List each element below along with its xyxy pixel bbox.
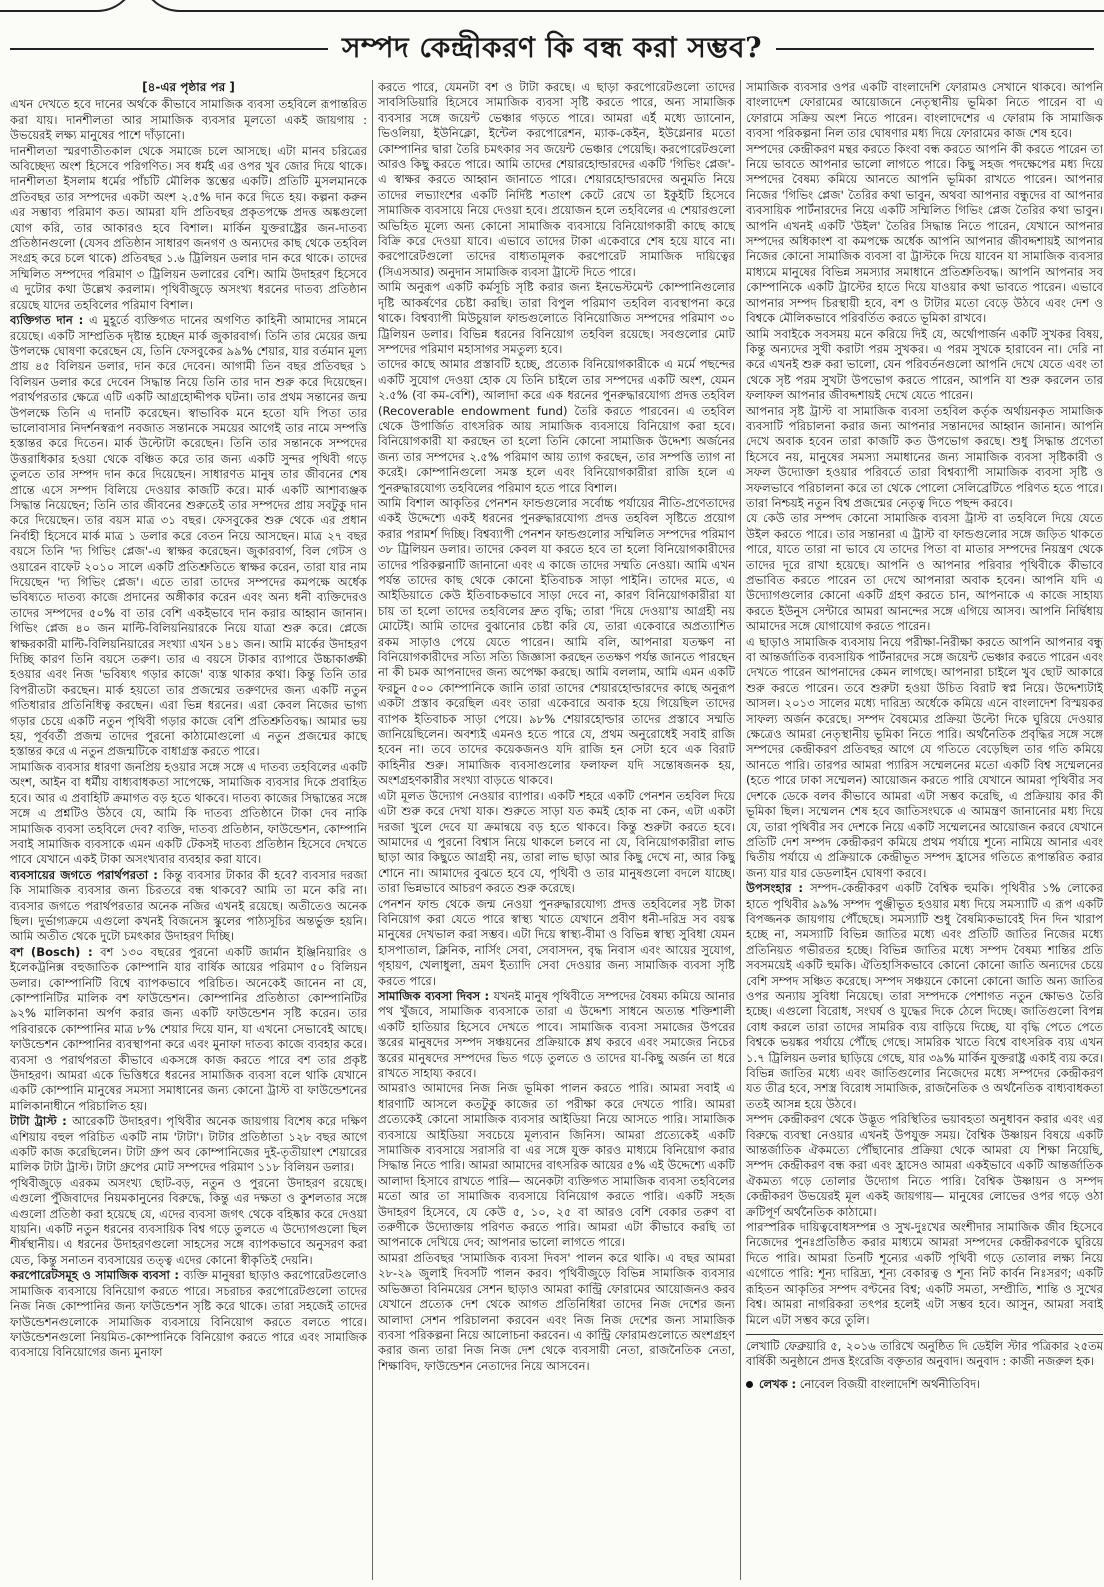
top-border-arc-right xyxy=(140,0,1104,12)
section-subhead: ব্যক্তিগত দান : xyxy=(10,313,90,328)
section-subhead: সামাজিক ব্যবসা দিবস : xyxy=(378,988,494,1003)
section-subhead: ব্যবসায়ের জগতে পরার্থপরতা : xyxy=(10,867,164,882)
article-paragraph: তাদের কাছে আমার প্রস্তাবটি হচ্ছে, প্রত্যেক বিনিয়োগকারীকে এ মর্মে পছন্দের একটি সুযোগ দেওয়া হোক যে তিনি চাইলে তার সম্পদের একটি অংশ, যেমন ২.৫% (বা কম-বেশি), আলাদা করে এক ধরনের পুনরুদ্ধারযোগ্য প্রদত্ত তহবিল (Recoverable endowment fund) তৈরি করতে পারবেন। এ তহবিল থেকে উপার্জিত বাৎসরিক আয় সামাজিক ব্যবসায়ে বিনিয়োগ করা হবে। বিনিয়োগকারী যা করছেন তা হলো তিনি কোনো সামাজিক উদ্দেশ্য অর্জনের জন্য তার সম্পদের ২.৫% পরিমাণ আয় ত্যাগ করছেন, তার সম্পত্তি ত্যাগ না করেই। কোম্পানিগুলো সমস্ত হলে এবং বিনিয়োগকারীরা রাজি হলে এ পুনরুদ্ধারযোগ্য তহবিলের পরিমাণ হতে পারে বিশাল। xyxy=(378,357,735,495)
column-divider xyxy=(372,80,373,1580)
top-page-border xyxy=(0,0,1104,14)
translation-footnote: লেখাটি ফেব্রুয়ারি ৫, ২০১৬ তারিখে অনুষ্ঠিত দি ডেইলি স্টার পত্রিকার ২৫তম বার্ষিকী অনুষ্ঠানে প্রদত্ত ইংরেজি বক্তৃতার অনুবাদ। অনুবাদ : কাজী নজরুল হক। xyxy=(746,1334,1103,1369)
section-subhead: উপসংহার : xyxy=(746,881,811,896)
section-subhead: বশ (Bosch) : xyxy=(10,944,101,959)
author-description: নোবেল বিজয়ী বাংলাদেশি অর্থনীতিবিদ। xyxy=(799,1376,981,1391)
article-paragraph: আমরাও আমাদের নিজ নিজ ভূমিকা পালন করতে পারি। আমরা সবাই এ ধারণাটি আসলে কতটুকু কাজের তা পরীক্ষা করে দেখতে পারি। আমরা প্রত্যেকেই কোনো সামাজিক ব্যবসার আইডিয়া নিয়ে আসতে পারি। সামাজিক ব্যবসায়ে আইডিয়া সবচেয়ে মূল্যবান জিনিস। আমরা প্রত্যেকেই একটি সামাজিক ব্যবসায়ে সরাসরি বা এর সঙ্গে যুক্ত কারও মাধ্যমে বিনিয়োগ করার সিদ্ধান্ত নিতে পারি। আমরা আমাদের বাৎসরিক আয়ের ৫% এই উদ্দেশ্যে একটি আলাদা হিসাবে রাখতে পারি— অনেকটা ব্যক্তিগত সামাজিক ব্যবসা তহবিলের মতো আর তা সামাজিক ব্যবসায়ে বিনিয়োগ করতে পারি। একটি সহজ উদাহরণ হিসেবে, যে কেউ ৫, ১০, ২৫ বা আরও বেশি বেকার তরুণ বা তরুণীকে উদ্যোক্তায় পরিণত করতে পারি। আমরা এটা কীভাবে করছি তা আপনাকে দেখিয়ে দেব; আপনার ভালো লাগতে পারে। xyxy=(378,1081,735,1250)
article-paragraph: আমি সবাইকে সবসময় মনে করিয়ে দিই যে, অর্থোপার্জন একটি সুখকর বিষয়, কিন্তু অন্যদের সুখী করাটা পরম সুখকর। এ পরম সুখকে হারাবেন না। দেরি না করে এখনই শুরু করা ভালো, যেন পরিবর্তনগুলো আপনি দেখে যেতে এবং তা থেকে সৃষ্ট পরম সুখটা উপভোগ করতে পারেন, আপনি যা শুরু করলেন তার ফলাফল আপনার জীবদ্দশায়ই দেখে যেতে পারেন। xyxy=(746,326,1103,403)
author-label: লেখক : xyxy=(759,1376,797,1391)
article-paragraph: সম্পদের কেন্দ্রীকরণ মন্থর করতে কিংবা বন্ধ করতে আপনি কী করতে পারেন তা নিয়ে ভাবতে আপনার ভালো লাগতে পারে। কিছু সহজ পদক্ষেপের মধ্য দিয়ে সম্পদের বৈষম্য কমিয়ে আনতে আপনি ভূমিকা রাখতে পারেন। আপনার নিজের 'গিভিং প্লেজ' তৈরির কথা ভাবুন, অথবা আপনার বন্ধুদের বা আপনার ব্যবসায়িক পার্টনারদের নিয়ে একটি সম্মিলিত গিভিং প্লেজ তৈরির কথা ভাবুন। আপনি এখনই একটি 'উইল' তৈরির সিদ্ধান্ত নিতে পারেন, যেখানে আপনার সম্পদের অধিকাংশ বা কমপক্ষে অর্ধেক আপনি আপনার জীবদ্দশায়ই আপনার নিজের কোনো সামাজিক ব্যবসা বা ট্রাস্টকে দিয়ে যাবেন যা সামাজিক ব্যবসার মাধ্যমে মানুষের বিভিন্ন সমস্যার সমাধানে প্রতিশ্রুতিবদ্ধ। আপনি আপনার সব কোম্পানিকে একটি ট্রাস্টের হাতে দিয়ে যাওয়ার কথা ভাবতে পারেন। এভাবে আপনার সম্পদ চিরস্থায়ী হবে, বশ ও টাটার মতো বেড়ে উঠবে এবং দেশ ও বিশ্বকে মৌলিকভাবে পরিবর্তিত করতে ভূমিকা রাখবে। xyxy=(746,141,1103,326)
article-paragraph: আমরা প্রতিবছর 'সামাজিক ব্যবসা দিবস' পালন করে থাকি। এ বছর আমরা ২৮-২৯ জুলাই দিবসটি পালন করব। পৃথিবীজুড়ে বিভিন্ন সামাজিক ব্যবসার অভিজ্ঞতা বিনিময়ের সেশন ছাড়াও আমরা কান্ট্রি ফোরামের আয়োজনও করব যেখানে প্রত্যেক দেশ থেকে আগত প্রতিনিধিরা তাদের নিজ দেশের জন্য আলাদা সেশন পরিচালনা করবেন এবং নিজ নিজ দেশের জন্য সামাজিক ব্যবসা পরিকল্পনা নিয়ে আলোচনা করবেন। এ কান্ট্রি ফোরামগুলোতে অংশগ্রহণ করার জন্য তারা নিজ নিজ দেশ থেকে ব্যবসায়ী নেতা, রাজনৈতিক নেতা, শিক্ষাবিদ, ফাউন্ডেশন নেতাদের নিয়ে আসবেন। xyxy=(378,1250,735,1373)
article-paragraph: পৃথিবীজুড়ে এরকম অসংখ্য ছোট-বড়, নতুন ও পুরনো উদাহরণ রয়েছে। এগুলো পুঁজিবাদের নিয়মকানুনের বিরুদ্ধে, কিন্তু এর দক্ষতা ও কুশলতার সঙ্গে এগুলো প্রতিষ্ঠা করা হয়েছে যে, এদের ব্যবসা জগৎ থেকে বহিষ্কার করে দেওয়া যায়নি। একটি নতুন ধরনের ব্যবসায়িক বিশ্ব গড়ে তুলতে এ উদ্যোগগুলো ছিল শীর্ষস্থানীয়। এ ধরনের উদাহরণগুলো সাহসের সঙ্গে ব্যাপকভাবে অনুসরণ করা যেত, কিন্তু সনাতন ব্যবসায়ের তত্ত্ব এদের কোনো স্বীকৃতিই দেয়নি। xyxy=(10,1175,367,1267)
article-paragraph: আমি বিশাল আকৃতির পেনশন ফান্ডগুলোর সর্বোচ্চ পর্যায়ের নীতি-প্রণেতাদের একই উদ্দেশ্যে একই ধরনের পুনরুদ্ধারযোগ্য প্রদত্ত তহবিল সৃষ্টিতে প্রয়োগ করার পরামর্শ দিচ্ছি। বিশ্বব্যাপী পেনশন ফান্ডগুলোর সম্মিলিত সম্পদের পরিমাণ ৩৮ ট্রিলিয়ন ডলার। তাদের কেবল যা করতে হবে তা হলো বিনিয়োগকারীদের তাদের পরিকল্পনাটি জানানো এবং এ কাজে তাদের সম্মতি নেওয়া। আমি এখন পর্যন্ত তাদের কাছ থেকে কোনো ইতিবাচক সাড়া পাইনি। তাদের মতে, এ আইডিয়াতে কেউ ইতিবাচকভাবে সাড়া দেবে না, কারণ বিনিয়োগকারীরা যা চায় তা হলো তাদের তহবিলের দ্রুত বৃদ্ধি; তারা 'দিয়ে দেওয়া'য় আগ্রহী নয় মোটেই। আমি তাদের বুঝানোর চেষ্টা করি যে, তারা একেবারে অপ্রত্যাশিত রকম সাড়াও পেয়ে যেতে পারেন। আমি বলি, আপনারা যতক্ষণ না বিনিয়োগকারীদের সত্যি সত্যি জিজ্ঞাসা করছেন ততক্ষণ পর্যন্ত জানতে পারছেন না কী চমক আপনাদের জন্য অপেক্ষা করছে। আমি বললাম, আমি এমন একটি ফরচুন ৫০০ কোম্পানিকে জানি তারা তাদের শেয়ারহোল্ডারদের কাছে অনুরূপ একটা প্রস্তাব করেছিল এবং তারা একেবারে অবাক হয়ে গিয়েছিল তাদের ব্যাপক ইতিবাচক সাড়া পেয়ে। ৯৮% শেয়ারহোল্ডার তাদের প্রস্তাবে সম্মতি জানিয়েছিলেন। অবশ্যই এমনও হতে পারে যে, প্রথম অনুরোধেই সবাই রাজি হবেন না। তবে তাদের কয়েকজনও যদি রাজি হন সেটা হবে এক বিরাট কাহিনীর শুরু। সামাজিক ব্যবসাগুলোর ফলাফল যদি সন্তোষজনক হয়, অংশগ্রহণকারীর সংখ্যা বাড়তে থাকবে। xyxy=(378,495,735,788)
section-subhead: টাটা ট্রাস্ট : xyxy=(10,1114,73,1129)
article-paragraph: সামাজিক ব্যবসার ধারণা জনপ্রিয় হওয়ার সঙ্গে সঙ্গে এ দাতব্য তহবিলের একটি অংশ, আইন বা ধর্মীয় বাধ্যবাধকতা সাপেক্ষে, সামাজিক ব্যবসার দিকে প্রবাহিত হবে। আর এ প্রবাহিটি ক্রমাগত বড় হতে থাকবে। দাতব্য কাজের সিদ্ধান্তের সঙ্গে সঙ্গে এ প্রশ্নটিও উঠবে যে, আমি কি দাতব্য প্রতিষ্ঠানে টাকা দেব নাকি সামাজিক ব্যবসা তহবিলে দেব? ব্যক্তি, দাতব্য প্রতিষ্ঠান, ফাউন্ডেশন, কোম্পানি সবাই সামাজিক ব্যবসাকে এমন একটি টেকসই দাতব্য প্রতিষ্ঠান হিসেবে দেখতে পাবে যেখানে একই টাকা অসংখ্যবার ব্যবহার করা যাবে। xyxy=(10,759,367,867)
article-column-2 xyxy=(378,80,735,1580)
article-headline: সম্পদ কেন্দ্রীকরণ কি বন্ধ করা সম্ভব? xyxy=(342,30,763,64)
continuation-note: [৪-এর পৃষ্ঠার পর ] xyxy=(142,80,235,94)
article-paragraph: করপোরেটসমূহ ও সামাজিক ব্যবসা : ব্যক্তি মানুষরা ছাড়াও করপোরেটগুলোও সামাজিক ব্যবসায়ে বিনিয়োগ করতে পারে। সচরাচর করপোরেটগুলো তাদের নিজ নিজ কোম্পানির জন্য ফাউন্ডেশন সৃষ্টি করে থাকে। তারা সহজেই তাদের ফাউন্ডেশনগুলোকে সামাজিক ব্যবসায়ে বিনিয়োগ করতে বলতে পারে। ফাউন্ডেশনগুলো নিয়মিত-কোম্পানিকে বিনিয়োগ করতে পারে এবং সামাজিক ব্যবসায়ে বিনিয়োগের জন্য মুনাফা xyxy=(10,1268,367,1360)
article-paragraph: ব্যবসায়ের জগতে পরার্থপরতা : কিন্তু ব্যবসার টাকার কী হবে? ব্যবসার দরজা কি সামাজিক ব্যবসার জন্য চিরতরে বন্ধ থাকবে? আমি তা মনে করি না। ব্যবসার জগতে পরার্থপরতার অনেক নজির এখনই রয়েছে। অতীতেও অনেক ছিল। দুর্ভাগ্যক্রমে এগুলো কখনই বিজনেস স্কুলের পাঠ্যসূচির অন্তর্ভুক্ত হয়নি। আমি অতীত থেকে দুটো চমৎকার উদাহরণ দিচ্ছি। xyxy=(10,867,367,944)
article-paragraph: এ ছাড়াও সামাজিক ব্যবসায় নিয়ে পরীক্ষা-নিরীক্ষা করতে আপনি আপনার বন্ধু বা আন্তর্জাতিক ব্যবসায়িক পার্টনারদের সঙ্গে জয়েন্ট ভেঞ্চার করতে পারেন এবং দেখতে পারেন আপনাদের কেমন লাগছে। আপনারা চাইলে খুব ছোট আকারে শুরু করতে পারেন। তবে শুরুটা হওয়া উচিত বিরাট স্বপ্ন নিয়ে। উদ্দেশ্যটাই আসল। ২০১৩ সালের মধ্যে দারিদ্র্য অর্ধেকে কমিয়ে এনে বাংলাদেশ বিস্ময়কর সাফল্য অর্জন করেছে। সম্পদ বৈষম্যের প্রক্রিয়া উল্টো দিকে ঘুরিয়ে দেওয়ার ক্ষেত্রেও আমরা নেতৃস্থানীয় ভূমিকা নিতে পারি। অর্থনৈতিক প্রবৃদ্ধির সঙ্গে সঙ্গে সম্পদের কেন্দ্রীকরণ প্রতিবছর আগে যে গতিতে বেড়েছিল তার গতি কমিয়ে আনতে পারি। তারপর আমরা প্যারিস সম্মেলনের মতো একটি বিশ্ব সম্মেলনের (হতে পারে ঢাকা সম্মেলন) আয়োজন করতে পারি যেখানে আমরা পৃথিবীর সব দেশকে ডেকে বলব কীভাবে আমরা এটা সম্ভব করেছি, এ প্রক্রিয়ায় কার কী ভূমিকা ছিল। সম্মেলন শেষ হবে জাতিসংঘকে এ আমন্ত্রণ জানানোর মধ্য দিয়ে যে, তারা পৃথিবীর সব দেশকে নিয়ে একটি সম্মেলনের আয়োজন করবে যেখানে প্রতিটি দেশ সম্পদ কেন্দ্রীকরণ কমিয়ে প্রথম পর্যায়ে শূন্যে নামিয়ে আনার এবং দ্বিতীয় পর্যায়ে এ প্রক্রিয়াকে কেন্দ্রীভূত সম্পদ হ্রাসের গতিতে রূপান্তরিত করার জন্য যার যার ডেডলাইন ঘোষণা করবে। xyxy=(746,634,1103,880)
headline-row xyxy=(10,24,1094,74)
article-paragraph: ব্যক্তিগত দান : এ মুহূর্তে ব্যক্তিগত দানের অগণিত কাহিনী আমাদের সামনে রয়েছে। একটি সাম্প্রতিক দৃষ্টান্ত হচ্ছেন মার্ক জুকারবার্গ। তিনি তার মেয়ের জন্ম উপলক্ষে ঘোষণা করেছেন যে, তিনি ফেসবুকের ৯৯% শেয়ার, যার বর্তমান মূল্য প্রায় ৪৫ বিলিয়ন ডলার, দান করে দেবেন। আগামী তিন বছর প্রতিবছর ১ বিলিয়ন ডলার করে দেবেন সিদ্ধান্ত নিয়ে তিনি তার দান শুরু করে দিয়েছেন। পরার্থপরতার ক্ষেত্রে এটি একটি আগ্রহোদ্দীপক ঘটনা। তার প্রথম সন্তানের জন্ম উপলক্ষে তিনি এ দানটি করেছেন। স্বাভাবিক মনে হতো যদি পিতা তার ভালোবাসার নিদর্শনস্বরূপ নবজাত সন্তানকে সময়ের আগেই তার নামে সম্পত্তি হস্তান্তর করে দিতেন। মার্ক উল্টোটা করেছেন। তিনি তার সন্তানকে সম্পদের উত্তরাধিকার হওয়া থেকে বঞ্চিত করে তার জন্য একটি সুন্দর পৃথিবী গড়ে তুলতে তার সম্পদ দান করে দিয়েছেন। সাধারণত মানুষ তার জীবনের শেষ প্রান্তে এসে সম্পদ বিলিয়ে দেওয়ার কাজটি করে। মার্ক একটি আশাব্যঞ্জক সিদ্ধান্ত নিয়েছেন; তিনি তার জীবনের শুরুতেই তার সম্পদের প্রায় সবটুকু দান করে দিয়েছেন। তার বয়স মাত্র ৩১ বছর। ফেসবুকের শুরু থেকে এর প্রধান নির্বাহী হিসেবে মার্ক মাত্র ১ ডলার করে বেতন নিয়ে আসছেন। মাত্র ২৭ বছর বয়সে তিনি 'দ্য গিভিং প্লেজ'-এ স্বাক্ষর করেছেন। জুকারবার্গ, বিল গেটস ও ওয়ারেন বাফেট ২০১০ সালে একটি প্রতিশ্রুতিতে স্বাক্ষর করেন, তারা যার নাম দিয়েছেন 'দ্য গিভিং প্লেজ'। এতে তারা তাদের সম্পদের কমপক্ষে অর্ধেক ভবিষ্যতে দাতব্য কাজে প্রদানের অঙ্গীকার করেন এবং অন্য ধনী ব্যক্তিদেরও তাদের সম্পদের ৫০% বা তার বেশি একইভাবে দান করার আহ্বান জানান। গিভিং প্লেজ ৪০ জন মাল্টি-বিলিয়নিয়ারকে নিয়ে যাত্রা শুরু করে। প্লেজে স্বাক্ষরকারী মাল্টি-বিলিয়নিয়ারের সংখ্যা এখন ১৪১ জন। আমি মার্কের উদাহরণ দিচ্ছি কারণ তিনি বয়সে তরুণ। তার এ বয়সে টাকার ব্যাপারে উচ্চাকাঙ্ক্ষী হওয়ার এবং নিজ 'ভবিষ্যৎ গড়ার কাজে' ব্যস্ত থাকার কথা। কিন্তু তিনি তার বিপরীতটা করছেন। মার্ক হয়তো তার প্রজন্মের তরুণদের জন্য একটি নতুন গতিধারার প্রতিনিধিত্ব করছেন। এরা ভিন্ন ধরনের। এরা কেবল নিজের ভাগ্য গড়ার চেয়ে একটি নতুন পৃথিবী গড়ার কাজে বেশি প্রতিশ্রুতিবদ্ধ। আমার ভয় হয়, পূর্ববর্তী প্রজন্ম তাদের পুরনো কাঠামোগুলো এ নতুন প্রজন্মের কাছে হস্তান্তর করে এ নতুন প্রজন্মটিকে বাধাগ্রস্ত করতে পারে। xyxy=(10,313,367,759)
top-border-arc-left xyxy=(0,0,137,12)
article-paragraph: করতে পারে, যেমনটা বশ ও টাটা করছে। এ ছাড়া করপোরেটগুলো তাদের সাবসিডিয়ারি হিসেবে সামাজিক ব্যবসা সৃষ্টি করতে পারে, অন্য সামাজিক ব্যবসার সঙ্গে জয়েন্ট ভেঞ্চার গড়তে পারে। আমরা এর্ই মধ্যে ড্যানোন, ভিওলিয়া, ইউনিক্লো, ইন্টেল করপোরেশন, ম্যাক-কেইন, ইউগ্লেনার মতো কোম্পানির দ্বারা তৈরি চমৎকার সব জয়েন্ট ভেঞ্চার পেয়েছি। করপোরেটগুলো আরও কিছু করতে পারে। আমি তাদের শেয়ারহোল্ডারদের একটি 'গিভিং প্লেজ'-এ স্বাক্ষর করতে আহ্বান জানাতে পারে। শেয়ারহোল্ডারদের অনুমতি নিয়ে তাদের লভ্যাংশের একটি নির্দিষ্ট শতাংশ কেটে রেখে তা ইকুইটি হিসেবে সামাজিক ব্যবসায়ে নিয়ে দেওয়া হবে। প্রয়োজন হলে তহবিলের এ শেয়ারগুলো অভিহিত মূল্যে অন্য কোনো সামাজিক ব্যবসায়ে বিনিয়োগকারী কাছে কাছে বিক্রি করে দেওয়া যাবে। এভাবে তাদের টাকা একেবারে শেষ হয়ে যাবে না। করপোরেটগুলো তাদের বাধ্যতামূলক করপোরেট সামাজিক দায়িত্বের (সিএসআর) অনুদান সামাজিক ব্যবসা ট্রাস্টে দিতে পারে। xyxy=(378,80,735,279)
author-credit xyxy=(746,1377,1103,1392)
article-paragraph: দানশীলতা স্মরণাতীতকাল থেকে সমাজে চলে আসছে। এটা মানব চরিত্রের অবিচ্ছেদ্য অংশ হিসেবে পরিগণিত। সব ধর্মই এর ওপর খুব জোর দিয়ে থাকে। দানশীলতা ইসলাম ধর্মের পাঁচটি মৌলিক স্তম্ভের একটি। প্রতিটি মুসলমানকে প্রতিবছর তার সম্পদের একটা অংশ ২.৫% দান করে দিতে হয়। কল্পনা করুন এর সম্ভাব্য পরিমাণ কত। আমরা যদি প্রতিবছর প্রকৃতপক্ষে প্রদত্ত অঙ্কগুলো যোগ করি, তার আকারও হবে বিশাল। মার্কিন যুক্তরাষ্ট্রের জন-দাতব্য প্রতিষ্ঠানগুলো (যেসব প্রতিষ্ঠান সাধারণ জনগণ ও অন্যদের কাছ থেকে তহবিল সংগ্রহ করে চলে থাকে) প্রতিবছর ১.৬ ট্রিলিয়ন ডলার দান করে থাকে। তাদের সম্মিলিত সম্পদের পরিমাণ ৩ ট্রিলিয়ন ডলারের বেশি। আমি উদাহরণ হিসেবে এ দুটোর কথা উল্লেখ করলাম। পৃথিবীজুড়ে অসংখ্য ধরনের দাতব্য প্রতিষ্ঠান রয়েছে যাদের তহবিলের পরিমাণ বিশাল। xyxy=(10,143,367,312)
article-paragraph: এটা মূলত উদ্যোগ নেওয়ার ব্যাপার। একটি শহরে একটি পেনশন তহবিল দিয়ে এটা শুরু করে দেখা যাক। শুরুতে সাড়া যত কমই হোক না কেন, এটা একটা দরজা খুলে দেবে যা ক্রমান্বয়ে বড় হতে থাকবে। কিন্তু শুরুটা করতে হবে। আমাদের এ পুরনো বিশ্বাস নিয়ে থাকলে চলবে না যে, বিনিয়োগকারীরা লাভ ছাড়া আর কিছুতে আগ্রহী নয়, তারা লাভ ছাড়া আর কিছু দেখে না, আর কিছু শোনে না। আমাদের বুঝতে হবে যে, পৃথিবী ও তার মানুষগুলো বদলে যাচ্ছে। তারা ভিন্নভাবে আচরণ করতে শুরু করেছে। xyxy=(378,788,735,896)
section-subhead: করপোরেটসমূহ ও সামাজিক ব্যবসা : xyxy=(10,1268,184,1283)
article-paragraph: সম্পদ কেন্দ্রীকরণ থেকে উদ্ভূত পরিস্থিতির ভয়াবহতা অনুধাবন করার এবং এর বিরুদ্ধে ব্যবস্থা নেওয়ার এখনই উপযুক্ত সময়। বৈশ্বিক উষ্ণায়ন বিষয়ে একটি আন্তর্জাতিক ঐকমত্যে পৌঁছানোর প্রক্রিয়া থেকে আমরা যে শিক্ষা নিয়েছি, সম্পদ কেন্দ্রীকরণ বন্ধ করা এবং হ্রাসেও আমরা একইভাবে একটি আন্তর্জাতিক ঐকমত্য গড়ে তোলার উদ্যোগ নিতে পারি। বৈশ্বিক উষ্ণায়ন ও সম্পদ কেন্দ্রীকরণ উভয়েরই মূল একই জায়গায়— মানুষের লোভের ওপর গড়ে ওঠা ক্রটিপূর্ণ অর্থনৈতিক কাঠামো। xyxy=(746,1112,1103,1219)
headline-rule-left xyxy=(10,48,328,50)
column-divider xyxy=(740,80,741,1580)
bullet-icon xyxy=(746,1381,753,1388)
article-paragraph: পারস্পরিক দায়িত্ববোধসম্পন্ন ও সুখ-দুঃখের অংশীদার সামাজিক জীব হিসেবে নিজেদের পুনঃপ্রতিষ্ঠিত করার মাধ্যমে আমরা সম্পদের কেন্দ্রীকরণকে ঘুরিয়ে দিতে পারি। আমরা তিনটি শূন্যের একটি পৃথিবী গড়ে তোলার লক্ষ্য নিয়ে এগোতে পারি: শূন্য দারিদ্র্য, শূন্য বেকারত্ব ও শূন্য নিট কার্বন নিঃসরণ; একটি রূহিতন আকৃতির সম্পদ বণ্টনের বিশ্ব; একটি সমতা, সম্প্রীতি, শান্তি ও সুখের বিশ্ব। আমরা নাগরিকরা তৎপর হলেই এটা সম্ভব হবে। আসুন, আমরা সবাই মিলে এটা সম্ভব করে তুলি। xyxy=(746,1220,1103,1327)
article-paragraph: সামাজিক ব্যবসার ওপর একটি বাংলাদেশি ফোরামও সেখানে থাকবে। আপনি বাংলাদেশ ফোরামের আয়োজনে নেতৃস্থানীয় ভূমিকা নিতে পারেন বা এ ফোরামে সক্রিয় অংশ নিতে পারেন। বাংলাদেশের এ ফোরাম কি সামাজিক ব্যবসা পরিকল্পনা নিল তার ঘোষণার মধ্য দিয়ে ফোরামের কাজ শেষ হবে। xyxy=(746,80,1103,141)
headline-rule-right xyxy=(776,48,1094,50)
article-columns xyxy=(10,80,1103,1580)
article-paragraph: যে কেউ তার সম্পদ কোনো সামাজিক ব্যবসা ট্রাস্ট বা তহবিলে দিয়ে যেতে উইল করতে পারে। তার সন্তানরা এ ট্রাস্ট বা ফান্ডগুলোর সঙ্গে জড়িত থাকতে পারে, যাতে তারা না ভাবে যে তাদের পিতা বা মাতার সম্পদের নিয়ন্ত্রণ থেকে তাদের দূরে রাখা হয়েছে। আপনি ও আপনার পরিবার পৃথিবীকে কীভাবে প্রভাবিত করতে পারেন তা দেখে আপনারা অবাক হবেন। আপনি যদি এ উদ্যোগগুলোর কোনো একটি গ্রহণ করতে চান, আপনাকে এ কাজে সাহায্য করতে ইউনুস সেন্টারে আমরা আনন্দের সঙ্গে এগিয়ে আসব। আপনি নির্দ্বিধায় আমাদের সঙ্গে যোগাযোগ করতে পারেন। xyxy=(746,511,1103,634)
article-paragraph: আমি অনুরূপ একটি কর্মসূচি সৃষ্টি করার জন্য ইনভেস্টমেন্ট কোম্পানিগুলোর দৃষ্টি আকর্ষণের চেষ্টা করছি। তারা বিপুল পরিমাণ তহবিল ব্যবস্থাপনা করে থাকে। বিশ্বব্যাপী মিউচুয়াল ফান্ডগুলোতে বিনিয়োজিত সম্পদের পরিমাণ ৩০ ট্রিলিয়ন ডলার। বিভিন্ন ধরনের বিনিয়োগ তহবিল রয়েছে। সবগুলোর মোট সম্পদের পরিমাণ মহাসাগর সমতুল্য হবে। xyxy=(378,280,735,356)
article-paragraph: বশ (Bosch) : বশ ১৩০ বছরের পুরনো একটি জার্মান ইঞ্জিনিয়ারিং ও ইলেকট্রনিক্স বহুজাতিক কোম্পানি যার বার্ষিক আয়ের পরিমাণ ৫০ বিলিয়ন ডলার। কোম্পানিটি বিশ্বে ব্যাপকভাবে পরিচিত। অনেকেই জানেন না যে, কোম্পানিটির মালিক বশ ফাউন্ডেশন। কোম্পানির প্রতিষ্ঠাতা কোম্পানিটির ৯২% মালিকানা অর্পণ করার জন্য একটি ফাউন্ডেশন সৃষ্টি করেন। তার পরিবারকে কোম্পানির মাত্র ৮% শেয়ার দিয়ে যান, যা এখনো সেভাবেই আছে। ফাউন্ডেশন কোম্পানির ব্যবস্থাপনা করে এবং মুনাফা দাতব্য কাজে ব্যবহার করে। ব্যবসা ও পরার্থপরতা কীভাবে একসঙ্গে কাজ করতে পারে বশ তার প্রকৃষ্ট উদাহরণ। আমরা একে ভিত্তিধরে ধরনের সামাজিক ব্যবসা বলে থাকি যেখানে একটি কোম্পানি মানুষের সমস্যা সমাধানের জন্য কোনো ট্রাস্ট বা ফাউন্ডেশনের মালিকানাধীনে পরিচালিত হয়। xyxy=(10,944,367,1113)
article-column-1 xyxy=(10,80,367,1580)
article-column-3 xyxy=(746,80,1103,1580)
article-paragraph: সামাজিক ব্যবসা দিবস : যখনই মানুষ পৃথিবীতে সম্পদের বৈষম্য কমিয়ে আনার পথ খুঁজবে, সামাজিক ব্যবসাকে তারা এ উদ্দেশ্য সাধনে অত্যন্ত শক্তিশালী একটি হাতিয়ার হিসেবে দেখতে পাবে। সামাজিক ব্যবসা সমাজের উপরের স্তরের মানুষদের সম্পদ সঞ্চয়নের প্রক্রিয়াকে শ্লথ করবে এবং সমাজের নিচের স্তরের মানুষদের সম্পদের ভিত গড়ে তুলতে ও তাদের যা-কিছু অর্জন তা ধরে রাখতে সাহায্য করবে। xyxy=(378,988,735,1080)
article-paragraph: পেনশন ফান্ড থেকে জন্ম নেওয়া পুনরুদ্ধারযোগ্য প্রদত্ত তহবিলের সৃষ্ট টাকা বিনিয়োগ করা যেতে পারে স্বাস্থ্য খাতে যেখানে প্রবীণ ধনী-দরিদ্র সব বয়স্ক মানুষের দেখভাল করা সম্ভব। এটা দিয়ে স্বাস্থ্য-বীমা ও বিভিন্ন স্বাস্থ্য সুবিধা যেমন হাসপাতাল, ক্লিনিক, নার্সিং সেবা, সেবাসদন, বৃদ্ধ নিবাস এবং আয়ের সুযোগ, গৃহায়ণ, খেলাধুলা, ভ্রমণ ইত্যাদি সেবা দেওয়ার জন্য সামাজিক ব্যবসা সৃষ্টি করতে পারে। xyxy=(378,896,735,988)
article-paragraph: আপনার সৃষ্ট ট্রাস্ট বা সামাজিক ব্যবসা তহবিল কর্তৃক অর্থায়নকৃত সামাজিক ব্যবসাটি পরিচালনা করার জন্য আপনার সন্তানদের আহ্বান জানান। আপনি দেখে অবাক হবেন তারা কাজটি কত উপভোগ করছে। শুধু সিদ্ধান্ত প্রণেতা হিসেবে নয়, মানুষের সমস্যা সমাধানের জন্য সামাজিক ব্যবসা সৃষ্টিকারী ও সফল উদ্যোক্তা হওয়ার পরিবর্তে তারা বিশ্বব্যাপী সামাজিক ব্যবসা সৃষ্টি ও সফলভাবে পরিচালনা করে তা থেকে পোলো সেলিব্রেটিতে পরিণত হতে পারে। তারা নিশ্চয়ই নতুন বিশ্ব প্রজন্মের নেতৃত্ব দিতে পছন্দ করবে। xyxy=(746,403,1103,510)
article-paragraph: এখন দেখতে হবে দানের অর্থকে কীভাবে সামাজিক ব্যবসা তহবিলে রূপান্তরিত করা যায়। দানশীলতা আর সামাজিক ব্যবসার মূলতো একই জায়গায় : উভয়েরই লক্ষ্য মানুষের পাশে দাঁড়ানো। xyxy=(10,97,367,143)
article-paragraph: টাটা ট্রাস্ট : আরেকটি উদাহরণ। পৃথিবীর অনেক জায়গায় বিশেষ করে দক্ষিণ এশিয়ায় বহুল পরিচিত একটি নাম 'টাটা'। টাটার প্রতিষ্ঠাতা ১২৮ বছর আগে একটি কাজ করেছিলেন। টাটা গ্রুপ অব কোম্পানিজের দুই-তৃতীয়াংশ শেয়ারের মালিক টাটা ট্রাস্ট। টাটা গ্রুপের মোট সম্পদের পরিমাণ ১১৮ বিলিয়ন ডলার। xyxy=(10,1114,367,1175)
article-paragraph: উপসংহার : সম্পদ-কেন্দ্রীকরণ একটি বৈশ্বিক হুমকি। পৃথিবীর ১% লোকের হাতে পৃথিবীর ৯৯% সম্পদ পুঞ্জীভূত হওয়ার মধ্য দিয়ে সমস্যাটি এ রূপ একটি বিপজ্জনক জায়গায় পৌঁছেছে। সমস্যাটি শুধু বৈষম্যিকভাবেই দিন দিন খারাপ হচ্ছে না, সমস্যাটি বিভিন্ন জাতির মধ্যে এবং প্রতিটি জাতির নিজের মধ্যে প্রতিনিয়ত গভীরতর হচ্ছে। বিভিন্ন জাতির মধ্যে সম্পদ বৈষম্য শান্তির প্রতি সবসময়েই একটি হুমকি। ঐতিহাসিকভাবে কোনো কোনো জাতি অন্যদের চেয়ে বেশি সম্পদ সঞ্চিত করেছে। সম্পদ সঞ্চয়নে কোনো কোনো জাতি অন্য জাতির ওপর অন্যায় সুবিধা নিয়েছে। তারা সম্পদকে পেশাগত নতুন ক্ষোভও তৈরি হচ্ছে। এগুলো বিরোধ, সংঘর্ষ ও যুদ্ধের দিকে ঠেলে দিচ্ছে। জাতিগুলো বিপন্ন বোধ করলে তারা তাদের সামরিক ব্যয় বাড়িয়ে দিচ্ছে, যা বৃদ্ধি পেতে পেতে বিশ্বকে ভয়ঙ্কর পর্যায়ে পৌঁছে গেছে। সামরিক খাতে বিশ্বে বাৎসরিক ব্যয় এখন ১.৭ ট্রিলিয়ন ডলার ছাড়িয়ে গেছে, যার ৩৯% মার্কিন যুক্তরাষ্ট্র একাই ব্যয় করে। বিভিন্ন জাতির মধ্যে এবং জাতিগুলোর নিজেদের মধ্যে সম্পদের কেন্দ্রীকরণ যত তীব্র হবে, সশস্ত্র বিরোধ সামাজিক, রাজনৈতিক ও অর্থনৈতিক বাধ্যবাধকতা ততই আসন্ন হয়ে উঠবে। xyxy=(746,881,1103,1111)
